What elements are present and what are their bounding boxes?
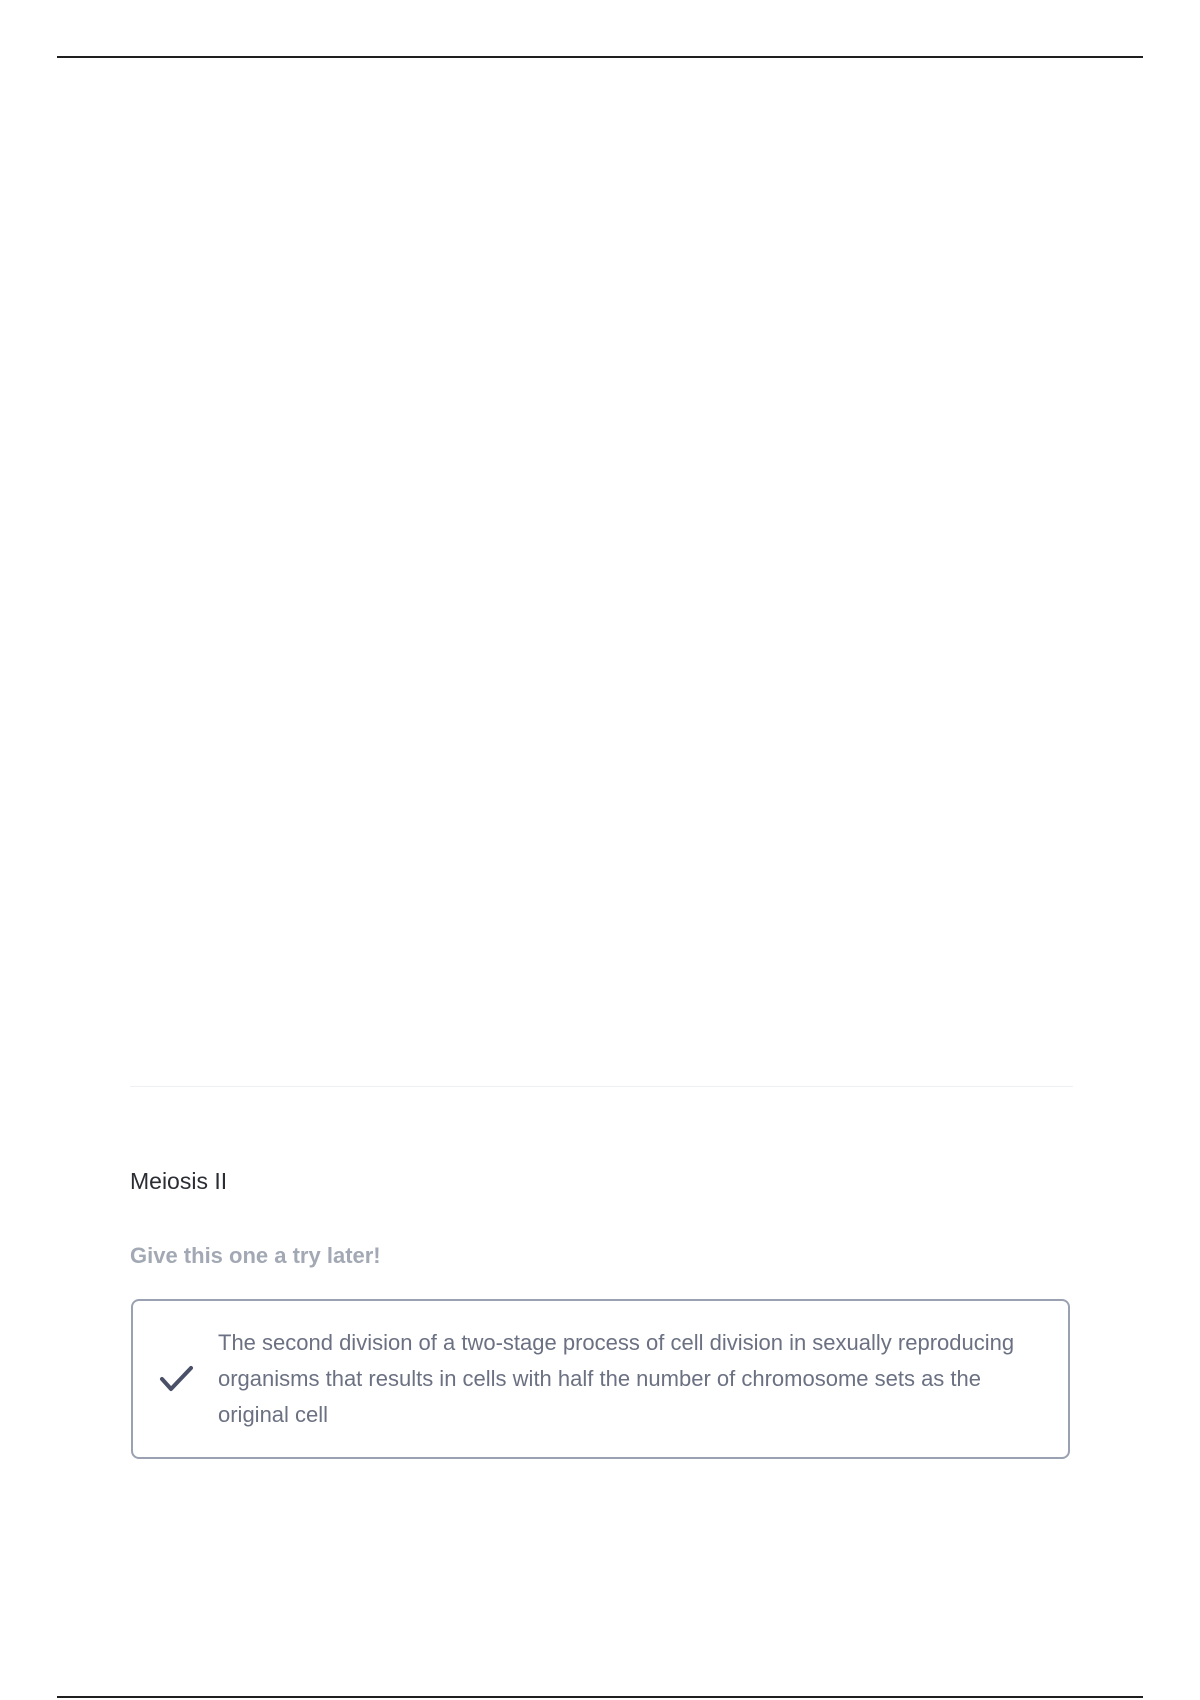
answer-option-card[interactable] (131, 1299, 1070, 1459)
section-divider (130, 1086, 1073, 1087)
top-rule (57, 56, 1143, 58)
term-title: Meiosis II (130, 1168, 228, 1194)
definition-text: The second division of a two-stage process of cell division in sexually reproducing organisms that results in cells with half the number of chromosome sets as the original cell (218, 1330, 1015, 1427)
bottom-rule (57, 1696, 1143, 1698)
checkmark-icon (159, 1364, 195, 1394)
hint-text: Give this one a try later! (130, 1243, 381, 1268)
